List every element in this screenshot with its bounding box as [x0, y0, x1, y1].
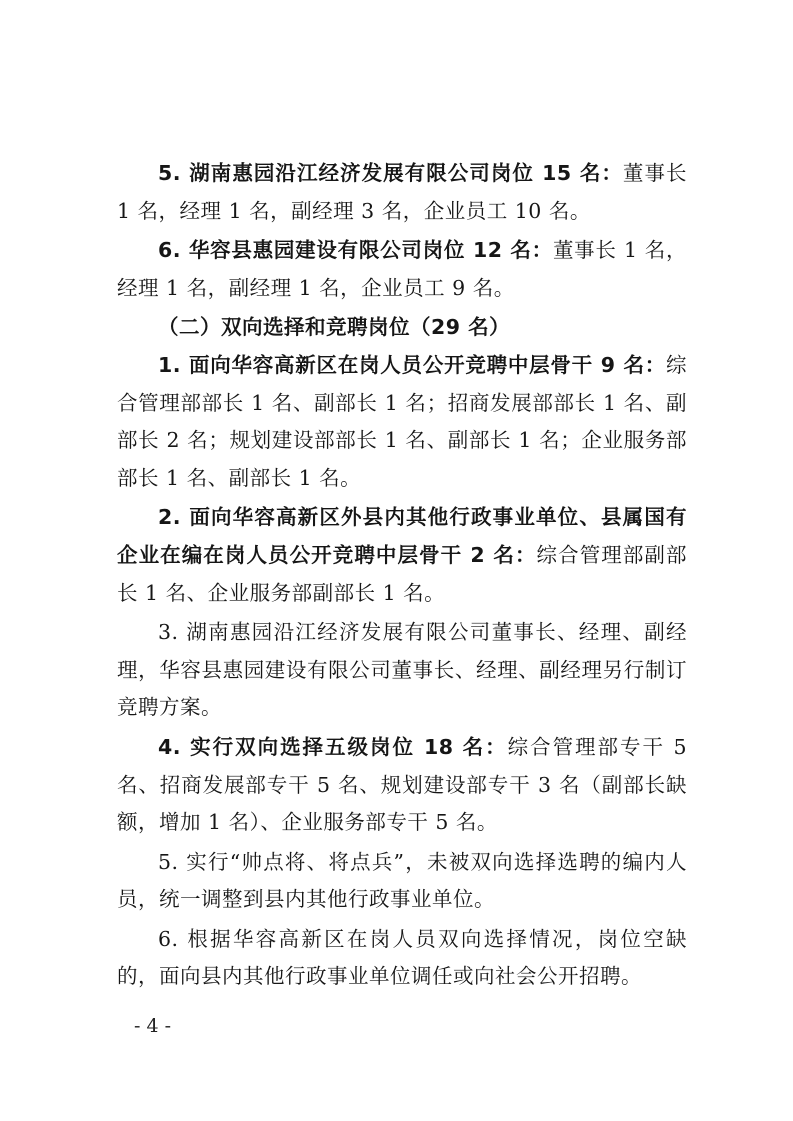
item-6-text: 董事长 1 名，经理 1 名，副经理 1 名，企业员工 9 名。 — [117, 238, 687, 300]
item-5-lead: 5. 湖南惠园沿江经济发展有限公司岗位 15 名： — [158, 161, 623, 185]
section-item-4-lead: 4. 实行双向选择五级岗位 18 名： — [158, 734, 508, 759]
section-item-4-paragraph — [117, 729, 687, 842]
item-5-text: 董事长 1 名，经理 1 名，副经理 3 名，企业员工 10 名。 — [117, 161, 687, 223]
section-item-2-paragraph — [117, 499, 687, 612]
section-item-3-text: 3. 湖南惠园沿江经济发展有限公司董事长、经理、副经理，华容县惠园建设有限公司董事长、经理、副经理另行制订竞聘方案。 — [117, 620, 687, 720]
section-heading: （二）双向选择和竞聘岗位（29 名） — [158, 315, 511, 340]
section-item-1-paragraph — [117, 347, 687, 497]
section-item-6-paragraph — [117, 921, 687, 996]
item-6-paragraph — [117, 232, 687, 307]
section-item-5-text: 5. 实行“帅点将、将点兵”，未被双向选择选聘的编内人员，统一调整到县内其他行政事业单位。 — [117, 849, 687, 912]
section-item-1-lead: 1. 面向华容高新区在岗人员公开竞聘中层骨干 9 名： — [158, 352, 666, 377]
section-item-2-lead: 2. 面向华容高新区外县内其他行政事业单位、县属国有企业在编在岗人员公开竞聘中层骨干 2 名： — [117, 505, 687, 567]
section-item-5-paragraph — [117, 844, 687, 919]
section-item-1-text: 综合管理部部长 1 名、副部长 1 名；招商发展部部长 1 名、副部长 2 名；规划建设部部长 1 名、副部长 1 名；企业服务部部长 1 名、副部长 1 名。 — [117, 352, 687, 490]
section-item-3-paragraph — [117, 614, 687, 727]
section-item-6-text: 6. 根据华容高新区在岗人员双向选择情况，岗位空缺的，面向县内其他行政事业单位调任或向社会公开招聘。 — [117, 926, 687, 989]
section-item-4-text: 综合管理部专干 5 名、招商发展部专干 5 名、规划建设部专干 3 名（副部长缺额，增加 1 名）、企业服务部专干 5 名。 — [117, 734, 687, 835]
item-5-paragraph — [117, 155, 687, 230]
page-number: - 4 - — [134, 1015, 172, 1037]
item-6-lead: 6. 华容县惠园建设有限公司岗位 12 名： — [158, 238, 553, 263]
section-item-2-text: 综合管理部副部长 1 名、企业服务部副部长 1 名。 — [117, 542, 687, 605]
document-body — [117, 155, 687, 996]
